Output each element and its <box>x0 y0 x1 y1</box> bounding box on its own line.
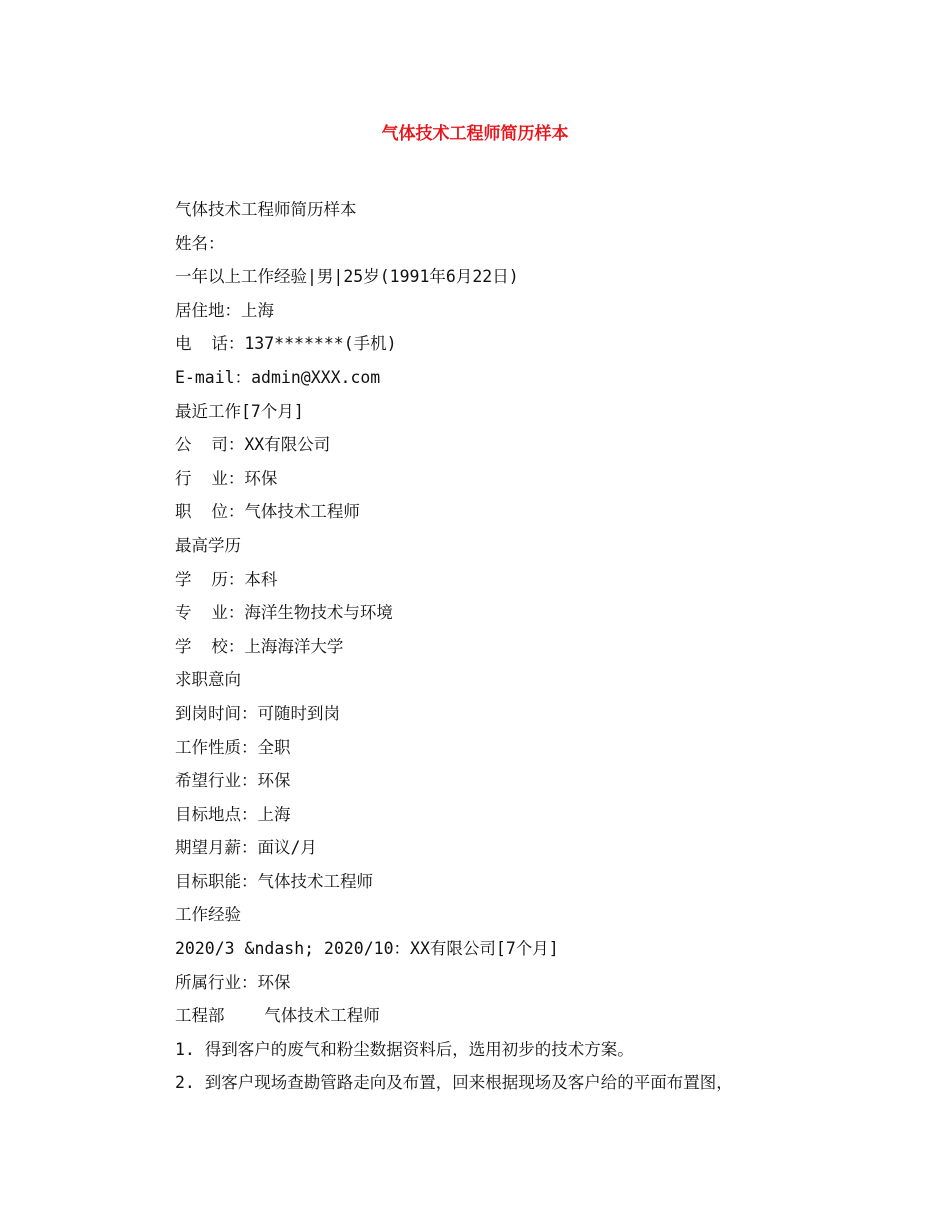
document-body <box>175 193 875 1100</box>
document-line: 最近工作[7个月] <box>175 401 304 421</box>
document-line: 职 位：气体技术工程师 <box>175 502 360 522</box>
document-line: 所属行业：环保 <box>175 972 291 992</box>
document-line: 行 业：环保 <box>175 468 278 488</box>
document-line: 目标职能：气体技术工程师 <box>175 871 373 891</box>
document-line: 期望月薪：面议/月 <box>175 838 317 858</box>
document-line: 气体技术工程师简历样本 <box>175 200 357 219</box>
document-line: 工作经验 <box>175 905 241 925</box>
document-line: 姓名： <box>175 233 225 253</box>
document-line: E-mail：admin@XXX.com <box>175 367 381 387</box>
document-line: 一年以上工作经验|男|25岁(1991年6月22日) <box>175 267 519 287</box>
document-line: 专 业：海洋生物技术与环境 <box>175 603 393 623</box>
document-line: 求职意向 <box>175 670 241 690</box>
document-line: 工作性质：全职 <box>175 737 291 757</box>
document-line: 学 历：本科 <box>175 569 278 589</box>
document-line: 公 司：XX有限公司 <box>175 435 331 455</box>
document-line: 希望行业：环保 <box>175 771 291 791</box>
document-line: 最高学历 <box>175 535 241 555</box>
document-line: 电 话：137*******(手机) <box>175 334 397 354</box>
document-line: 2. 到客户现场查勘管路走向及布置，回来根据现场及客户给的平面布置图， <box>175 1073 733 1093</box>
document-line: 学 校：上海海洋大学 <box>175 636 344 656</box>
document-line: 目标地点：上海 <box>175 804 291 824</box>
document-line: 到岗时间：可随时到岗 <box>175 703 340 723</box>
document-line: 居住地：上海 <box>175 300 274 320</box>
document-title: 气体技术工程师简历样本 <box>381 124 569 144</box>
document-line: 2020/3 &ndash; 2020/10：XX有限公司[7个月] <box>175 939 559 959</box>
document-line: 1. 得到客户的废气和粉尘数据资料后，选用初步的技术方案。 <box>175 1039 634 1059</box>
document-line: 工程部 气体技术工程师 <box>175 1006 380 1026</box>
